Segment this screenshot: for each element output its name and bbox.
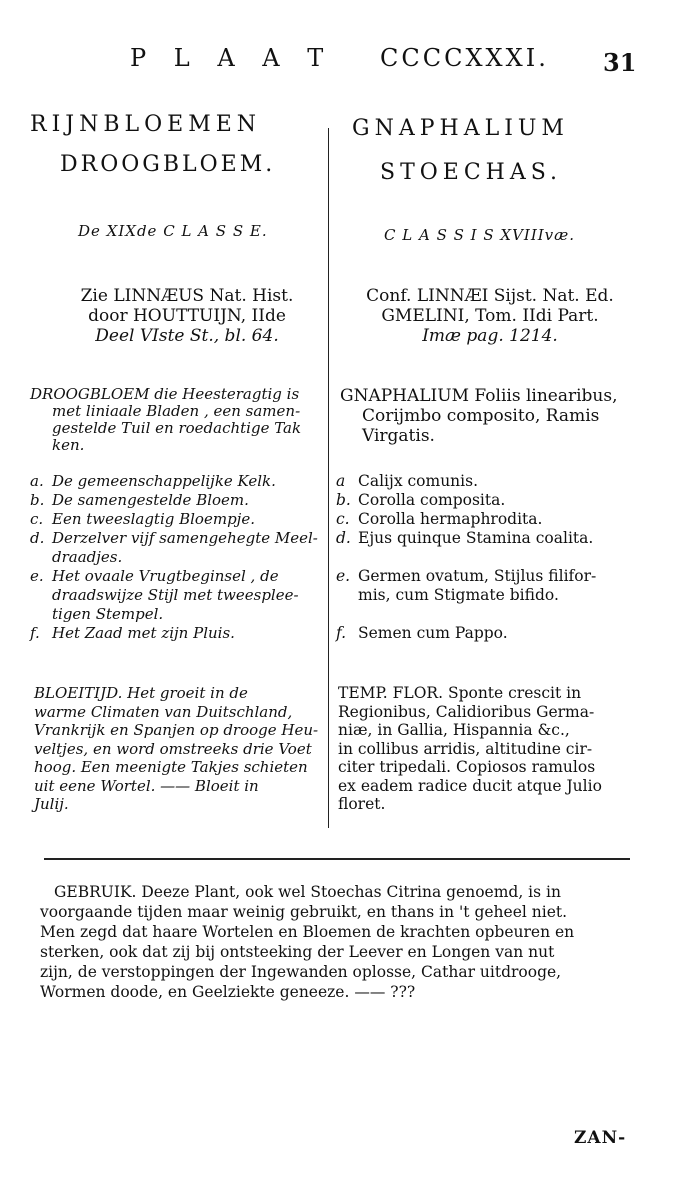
item-key: b. xyxy=(336,491,351,509)
plate-numeral: CCCCXXXI. xyxy=(380,44,549,72)
list-item xyxy=(30,491,328,510)
left-desc-line: met liniaale Bladen , een samen- xyxy=(52,402,301,420)
list-item xyxy=(30,567,328,586)
gebruik-line: Men zegd dat haare Wortelen en Bloemen de krachten opbeuren en xyxy=(40,923,575,941)
right-temp-flor xyxy=(338,684,638,814)
item-key: a xyxy=(336,472,346,490)
item-key: e. xyxy=(336,567,351,585)
right-desc-line: GNAPHALIUM Foliis linearibus, xyxy=(340,386,618,406)
item-text: De samengestelde Bloem. xyxy=(52,491,249,509)
left-bloeitijd xyxy=(34,684,328,814)
item-key: f. xyxy=(336,624,347,642)
item-text: Semen cum Pappo. xyxy=(358,624,508,642)
list-item xyxy=(336,472,640,491)
right-title-1: GNAPHALIUM xyxy=(352,116,569,141)
item-continuation: draadjes. xyxy=(52,548,123,566)
temp-line: TEMP. FLOR. Sponte crescit in xyxy=(338,684,582,702)
left-desc-line: DROOGBLOEM die Heesteragtig is xyxy=(30,385,300,403)
list-item xyxy=(30,510,328,529)
right-classis: C L A S S I S XVIIIvæ. xyxy=(384,226,576,244)
bloei-line: Vrankrijk en Spanjen op drooge Heu- xyxy=(34,721,319,739)
bloei-line: Julij. xyxy=(34,795,69,813)
gebruik-line: Wormen doode, en Geelziekte geneeze. —— ??? xyxy=(40,983,416,1001)
left-ref-line: Deel VIste St., bl. 64. xyxy=(95,326,279,346)
right-ref-line: Conf. LINNÆI Sijst. Nat. Ed. xyxy=(366,286,614,306)
list-item xyxy=(336,529,640,548)
item-key: d. xyxy=(336,529,351,547)
bloei-line: veltjes, en word omstreeks drie Voet xyxy=(34,739,312,758)
list-item xyxy=(30,472,328,491)
right-description xyxy=(340,386,640,446)
list-item xyxy=(30,624,328,643)
list-item xyxy=(336,510,640,529)
bloei-line: uit eene Wortel. —— Bloeit in xyxy=(34,776,259,795)
page-number: 31 xyxy=(603,48,637,77)
item-key: e. xyxy=(30,567,44,585)
gebruik-paragraph xyxy=(40,882,644,1002)
right-ref-line: GMELINI, Tom. IIdi Part. xyxy=(381,306,599,326)
gebruik-line: sterken, ook dat zij bij ontsteeking der Leever en Longen van nut xyxy=(40,943,555,961)
left-ref-line: door HOUTTUIJN, IIde xyxy=(88,306,286,326)
left-reference xyxy=(52,286,322,346)
column-divider xyxy=(328,128,329,828)
item-key: b. xyxy=(30,491,45,509)
temp-line: citer tripedali. Copiosos ramulos xyxy=(338,758,596,776)
item-text: Het ovaale Vrugtbeginsel , de xyxy=(52,567,279,585)
gebruik-line: GEBRUIK. Deeze Plant, ook wel Stoechas Citrina genoemd, is in xyxy=(54,883,561,901)
item-text: Het Zaad met zijn Pluis. xyxy=(52,624,235,642)
temp-line: floret. xyxy=(338,795,386,813)
temp-line: niæ, in Gallia, Hispannia &c., xyxy=(338,721,570,739)
item-text: Een tweeslagtig Bloempje. xyxy=(52,510,255,528)
item-continuation: mis, cum Stigmate bifido. xyxy=(358,586,559,604)
right-desc-line: Corijmbo composito, Ramis xyxy=(362,406,600,426)
item-key: c. xyxy=(336,510,350,528)
item-text: Germen ovatum, Stijlus filifor- xyxy=(358,567,597,585)
bloei-line: BLOEITIJD. Het groeit in de xyxy=(34,684,248,702)
temp-line: Regionibus, Calidioribus Germa- xyxy=(338,702,595,721)
bloei-line: warme Climaten van Duitschland, xyxy=(34,702,293,721)
catchword: ZAN- xyxy=(574,1128,627,1148)
item-text: Corolla composita. xyxy=(358,491,506,509)
list-item xyxy=(30,529,328,548)
right-parts-list xyxy=(336,472,640,643)
item-text: Calijx comunis. xyxy=(358,472,479,490)
left-classe: De XIXde C L A S S E. xyxy=(78,222,268,240)
right-reference xyxy=(340,286,640,346)
right-desc-line: Virgatis. xyxy=(362,426,435,446)
plate-label: P L A A T xyxy=(130,44,334,72)
left-ref-line: Zie LINNÆUS Nat. Hist. xyxy=(80,286,294,306)
temp-line: ex eadem radice ducit atque Julio xyxy=(338,776,602,795)
list-item xyxy=(336,491,640,510)
item-continuation: draadswijze Stijl met tweesplee- xyxy=(52,586,299,604)
list-item xyxy=(336,624,640,643)
left-title-2: DROOGBLOEM. xyxy=(60,152,276,177)
left-desc-line: ken. xyxy=(52,436,85,454)
item-key: a. xyxy=(30,472,44,490)
gebruik-line: voorgaande tijden maar weinig gebruikt, en thans in 't geheel niet. xyxy=(40,903,568,921)
right-title-2: STOECHAS. xyxy=(380,160,563,185)
list-item xyxy=(336,567,640,586)
gebruik-line: zijn, de verstoppingen der Ingewanden oplosse, Cathar uitdrooge, xyxy=(40,963,562,981)
item-text: Corolla hermaphrodita. xyxy=(358,510,543,528)
item-continuation: tigen Stempel. xyxy=(52,605,164,623)
item-text: Ejus quinque Stamina coalita. xyxy=(358,529,594,547)
bloei-line: hoog. Een meenigte Takjes schieten xyxy=(34,758,308,776)
left-desc-line: gestelde Tuil en roedachtige Tak xyxy=(52,419,302,437)
left-description xyxy=(30,386,320,454)
left-parts-list xyxy=(30,472,328,643)
item-key: f. xyxy=(30,624,40,642)
item-key: c. xyxy=(30,510,44,528)
right-ref-line: Imæ pag. 1214. xyxy=(422,326,558,346)
item-text: De gemeenschappelijke Kelk. xyxy=(52,472,276,490)
section-rule xyxy=(44,858,630,860)
left-title-1: RIJNBLOEMEN xyxy=(30,112,262,137)
item-text: Derzelver vijf samengehegte Meel- xyxy=(52,529,318,547)
item-key: d. xyxy=(30,529,45,547)
temp-line: in collibus arridis, altitudine cir- xyxy=(338,739,593,758)
